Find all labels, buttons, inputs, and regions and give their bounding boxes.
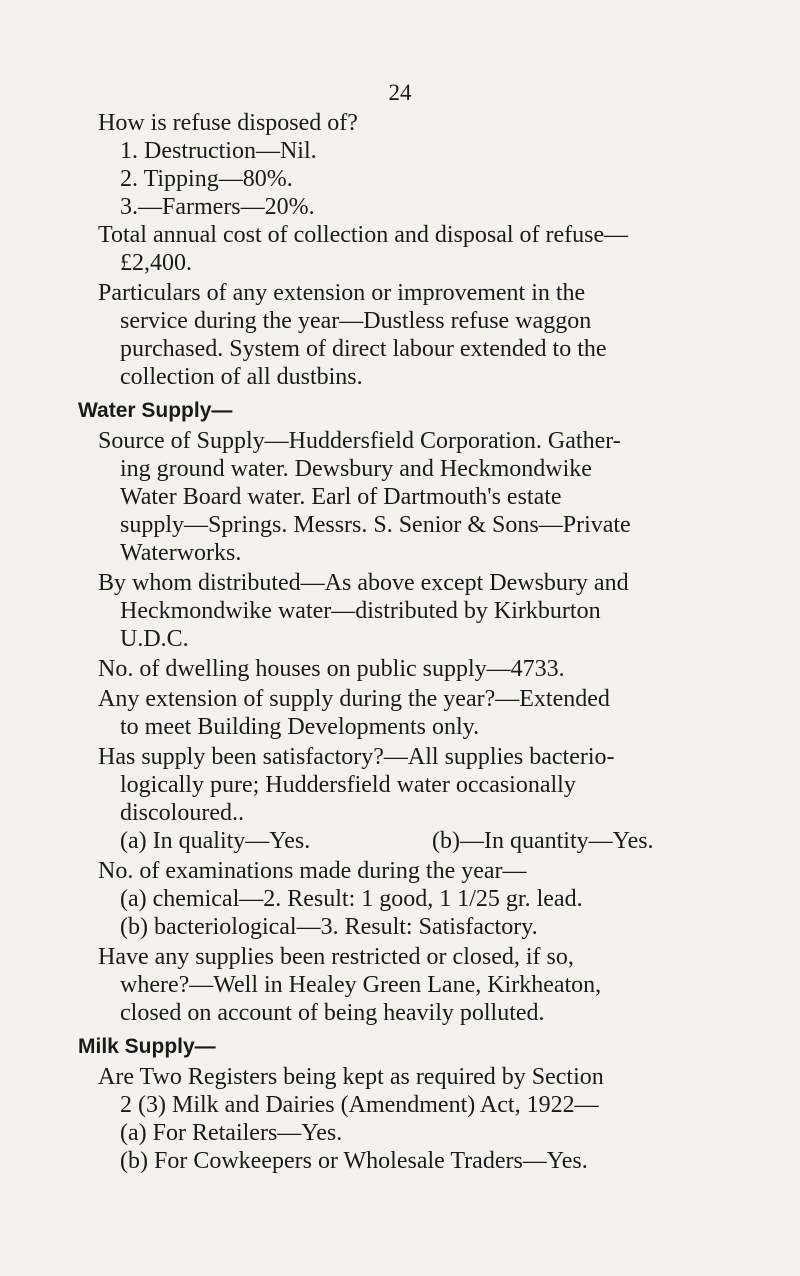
water-extension-line-1: Any extension of supply during the year?—Extended (98, 686, 610, 712)
milk-registers-line-1: Are Two Registers being kept as required by Section (98, 1064, 604, 1090)
water-restricted-line-1: Have any supplies been restricted or closed, if so, (98, 944, 574, 970)
particulars-line-4: collection of all dustbins. (120, 364, 363, 390)
water-satisfactory-line-1: Has supply been satisfactory?—All supplies bacterio- (98, 744, 615, 770)
page-number: 24 (388, 80, 412, 105)
water-distributed-line-3: U.D.C. (120, 626, 189, 652)
water-restricted-line-2: where?—Well in Healey Green Lane, Kirkheaton, (120, 972, 602, 998)
water-source-line-1: Source of Supply—Huddersfield Corporation. Gather- (98, 428, 621, 454)
water-source-line-2: ing ground water. Dewsbury and Heckmondwike (120, 456, 592, 482)
water-quality: (a) In quality—Yes. (120, 828, 311, 854)
water-satisfactory-line-2: logically pure; Huddersfield water occasionally (120, 772, 576, 798)
refuse-item-3: 3.—Farmers—20%. (120, 194, 315, 220)
water-bacteriological: (b) bacteriological—3. Result: Satisfactory. (120, 914, 538, 940)
refuse-item-1: 1. Destruction—Nil. (120, 138, 317, 164)
water-quantity: (b)—In quantity—Yes. (432, 828, 654, 854)
water-source-line-3: Water Board water. Earl of Dartmouth's estate (120, 484, 562, 510)
milk-retailers: (a) For Retailers—Yes. (120, 1120, 343, 1146)
refuse-question: How is refuse disposed of? (98, 110, 358, 136)
water-examinations: No. of examinations made during the year— (98, 858, 527, 884)
water-chemical: (a) chemical—2. Result: 1 good, 1 1/25 gr. lead. (120, 886, 583, 912)
milk-cowkeepers: (b) For Cowkeepers or Wholesale Traders—Yes. (120, 1148, 588, 1174)
water-source-line-5: Waterworks. (120, 540, 242, 566)
milk-registers-line-2: 2 (3) Milk and Dairies (Amendment) Act, 1922— (120, 1092, 599, 1118)
water-distributed-line-1: By whom distributed—As above except Dewsbury and (98, 570, 629, 596)
water-distributed-line-2: Heckmondwike water—distributed by Kirkburton (120, 598, 601, 624)
particulars-line-2: service during the year—Dustless refuse waggon (120, 308, 592, 334)
milk-supply-heading: Milk Supply— (78, 1035, 216, 1058)
water-source-line-4: supply—Springs. Messrs. S. Senior & Sons—Private (120, 512, 631, 538)
water-satisfactory-line-3: discoloured.. (120, 800, 244, 826)
refuse-cost-line-2: £2,400. (120, 250, 192, 276)
water-extension-line-2: to meet Building Developments only. (120, 714, 480, 740)
particulars-line-3: purchased. System of direct labour extended to the (120, 336, 607, 362)
refuse-item-2: 2. Tipping—80%. (120, 166, 293, 192)
water-dwellings: No. of dwelling houses on public supply—4733. (98, 656, 565, 682)
refuse-cost-line-1: Total annual cost of collection and disposal of refuse— (98, 222, 629, 248)
particulars-line-1: Particulars of any extension or improvement in the (98, 280, 586, 306)
water-supply-heading: Water Supply— (78, 399, 233, 422)
water-restricted-line-3: closed on account of being heavily polluted. (120, 1000, 545, 1026)
